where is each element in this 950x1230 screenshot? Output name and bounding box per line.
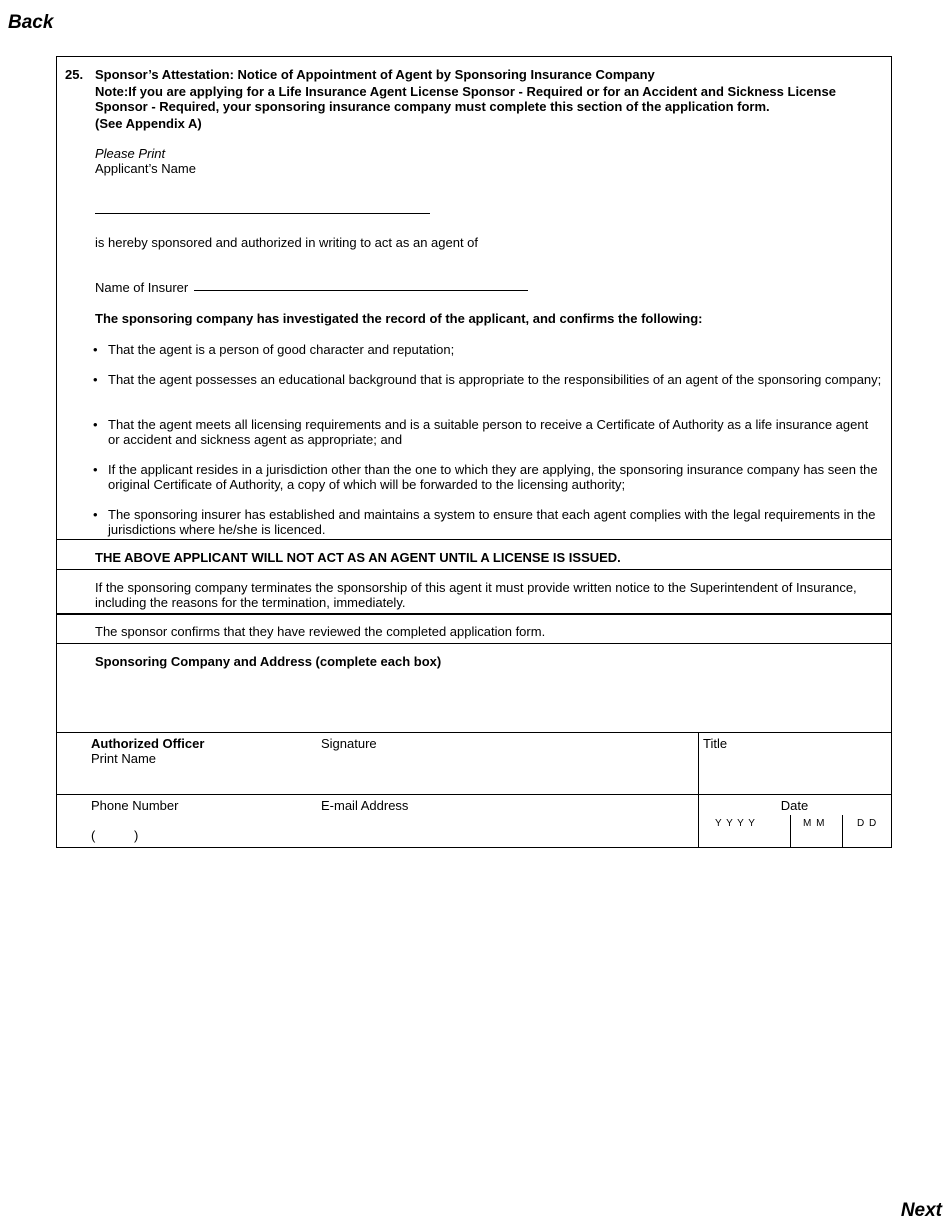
date-divider [842, 815, 843, 848]
divider [57, 794, 891, 795]
company-address-field[interactable] [95, 673, 885, 729]
email-label: E-mail Address [321, 798, 409, 813]
company-address-label: Sponsoring Company and Address (complete each box) [95, 654, 442, 669]
reviewed-statement: The sponsor confirms that they have reviewed the completed application form. [95, 624, 546, 639]
confirmation-item: If the applicant resides in a jurisdiction other than the one to which they are applying, the sponsoring insurance company has seen the original Certificate of Authority, a copy of which will be forwarded to the licensing authority; [108, 462, 878, 492]
license-warning: THE ABOVE APPLICANT WILL NOT ACT AS AN AGENT UNTIL A LICENSE IS ISSUED. [95, 550, 621, 565]
next-link[interactable]: Next [900, 1200, 942, 1221]
phone-area-close: ) [134, 828, 139, 843]
divider [57, 569, 891, 570]
date-month-field[interactable] [792, 830, 841, 846]
applicant-name-label: Applicant’s Name [95, 161, 196, 176]
print-name-label: Print Name [91, 751, 157, 766]
divider [57, 643, 891, 644]
bullet-icon: • [93, 507, 98, 522]
sponsored-text: is hereby sponsored and authorized in writing to act as an agent of [95, 235, 479, 250]
confirmation-item: That the agent is a person of good character and reputation; [108, 342, 455, 357]
termination-notice: If the sponsoring company terminates the sponsorship of this agent it must provide written notice to the Superintendent of Insurance, including the reasons for the termination, immediately. [95, 580, 857, 610]
divider [57, 732, 891, 733]
title-field[interactable] [703, 753, 885, 791]
email-field[interactable] [321, 815, 691, 845]
date-day-hint: D D [857, 818, 878, 829]
divider [57, 539, 891, 540]
bullet-icon: • [93, 342, 98, 357]
appendix-reference: (See Appendix A) [95, 116, 202, 131]
phone-area-open: ( [91, 828, 96, 843]
signature-label: Signature [321, 736, 377, 751]
date-year-hint: Y Y Y Y [715, 818, 756, 829]
sponsor-attestation-form [56, 56, 892, 848]
section-title: Sponsor’s Attestation: Notice of Appointment of Agent by Sponsoring Insurance Company [95, 67, 655, 82]
date-year-field[interactable] [700, 830, 789, 846]
date-day-field[interactable] [844, 830, 889, 846]
bullet-icon: • [93, 417, 98, 432]
confirmation-item: The sponsoring insurer has established and maintains a system to ensure that each agent complies with the legal requirements in the jurisdictions where he/she is licenced. [108, 507, 876, 537]
applicant-name-field[interactable] [95, 213, 430, 214]
phone-label: Phone Number [91, 798, 179, 813]
back-link[interactable]: Back [8, 12, 54, 33]
signature-field[interactable] [321, 753, 691, 791]
authorized-officer-label: Authorized Officer [91, 736, 205, 751]
insurer-label: Name of Insurer [95, 280, 189, 295]
bullet-icon: • [93, 372, 98, 387]
date-month-hint: M M [803, 818, 826, 829]
divider [57, 613, 891, 615]
section-note: Note:If you are applying for a Life Insurance Agent License Sponsor - Required or for an Accident and Sickness License Sponsor - Required, your sponsoring insurance company must complete this section of the application form. [95, 84, 836, 114]
confirmation-item: That the agent possesses an educational background that is appropriate to the responsibilities of an agent of the sponsoring company; [108, 372, 882, 387]
column-divider [698, 732, 699, 848]
date-divider [790, 815, 791, 848]
date-label: Date [780, 798, 809, 813]
phone-field[interactable] [91, 815, 311, 845]
confirms-heading: The sponsoring company has investigated the record of the applicant, and confirms the following: [95, 311, 703, 326]
please-print-label: Please Print [95, 146, 166, 161]
insurer-name-field[interactable] [194, 290, 528, 291]
title-label: Title [703, 736, 728, 751]
section-number: 25. [65, 67, 84, 82]
confirmation-item: That the agent meets all licensing requirements and is a suitable person to receive a Certificate of Authority as a life insurance agent or accident and sickness agent as appropriate; and [108, 417, 869, 447]
bullet-icon: • [93, 462, 98, 477]
